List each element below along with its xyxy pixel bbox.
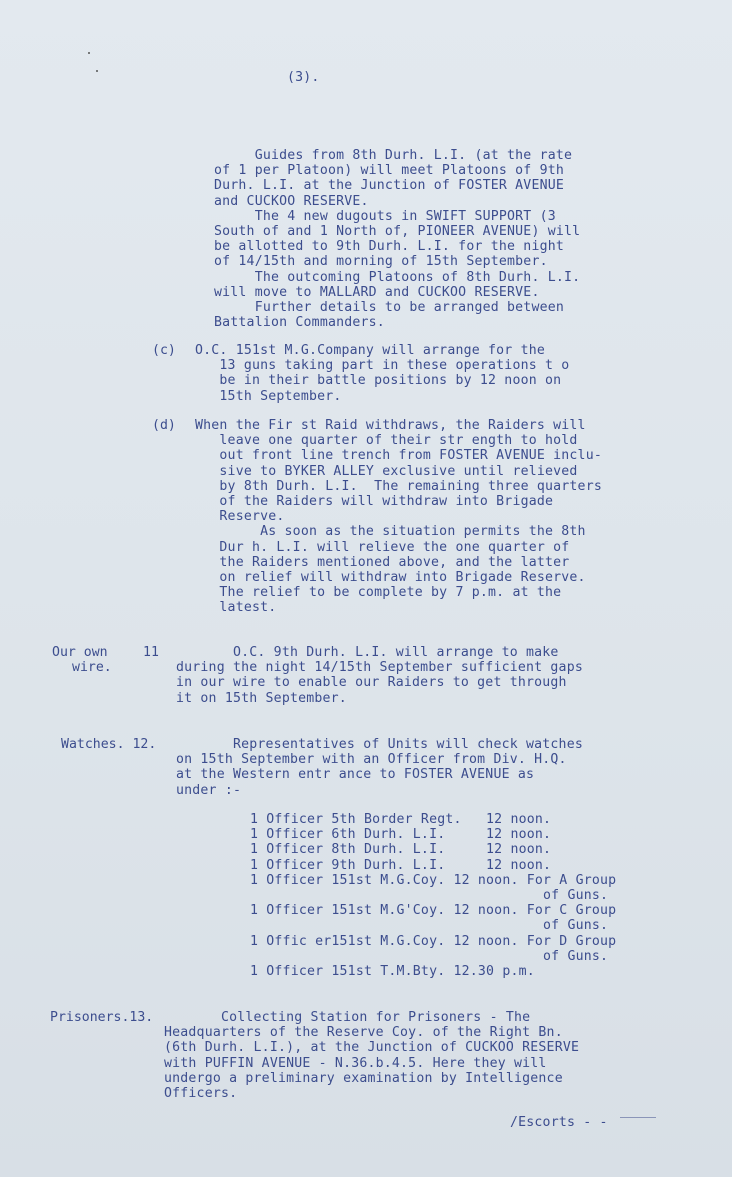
schedule-line: 1 Offic er151st M.G.Coy. 12 noon. For D Group	[250, 933, 617, 949]
text-line: be in their battle positions by 12 noon on	[195, 373, 562, 389]
schedule-line: of Guns.	[250, 918, 609, 934]
text-line: of 1 per Platoon) will meet Platoons of 9th	[214, 163, 565, 179]
schedule-line: of Guns.	[250, 948, 609, 964]
para-13-label: Prisoners.13.	[50, 1010, 154, 1025]
text-line: at the Western entr ance to FOSTER AVENUE as	[176, 767, 535, 783]
text-line: of the Raiders will withdraw into Brigade	[195, 494, 554, 510]
para-11-label-cont: wire.	[72, 660, 112, 675]
para-11-number: 11	[143, 645, 159, 660]
para-13-text	[164, 1010, 579, 1101]
text-line: the Raiders mentioned above, and the latter	[195, 554, 570, 570]
text-line: O.C. 9th Durh. L.I. will arrange to make	[176, 645, 559, 660]
page-number: (3).	[287, 70, 320, 85]
text-line: 15th September.	[195, 388, 342, 404]
section-continuation	[214, 148, 580, 330]
text-line: When the Fir st Raid withdraws, the Raiders will	[195, 418, 586, 433]
item-d-marker: (d)	[152, 418, 176, 433]
text-line: on relief will withdraw into Brigade Reserve.	[195, 570, 586, 586]
schedule-line: 1 Officer 151st M.G'Coy. 12 noon. For C Group	[250, 903, 617, 919]
text-line: The outcoming Platoons of 8th Durh. L.I.	[214, 269, 581, 285]
paper-speck	[96, 70, 98, 72]
text-line: Battalion Commanders.	[214, 315, 385, 331]
text-line: under :-	[176, 782, 242, 798]
text-line: in our wire to enable our Raiders to get through	[176, 675, 567, 691]
text-line: out front line trench from FOSTER AVENUE inclu-	[195, 448, 602, 464]
paper-speck	[88, 52, 90, 54]
text-line: Collecting Station for Prisoners - The	[164, 1010, 531, 1025]
para-11-label: Our own	[52, 645, 108, 660]
text-line: sive to BYKER ALLEY exclusive until relieved	[195, 463, 578, 479]
text-line: South of and 1 North of, PIONEER AVENUE) will	[214, 224, 581, 240]
para-11-text	[176, 645, 583, 706]
text-line: be allotted to 9th Durh. L.I. for the night	[214, 239, 565, 255]
schedule-line: 1 Officer 151st M.G.Coy. 12 noon. For A Group	[250, 872, 617, 888]
text-line: 13 guns taking part in these operations t o	[195, 358, 570, 374]
text-line: O.C. 151st M.G.Company will arrange for the	[195, 343, 546, 358]
text-line: Representatives of Units will check watches	[176, 737, 583, 752]
text-line: will move to MALLARD and CUCKOO RESERVE.	[214, 284, 540, 300]
text-line: and CUCKOO RESERVE.	[214, 193, 369, 209]
text-line: (6th Durh. L.I.), at the Junction of CUCKOO RESERVE	[164, 1040, 580, 1056]
text-line: Officers.	[164, 1086, 238, 1102]
watch-schedule	[250, 812, 616, 979]
schedule-line: 1 Officer 5th Border Regt. 12 noon.	[250, 812, 552, 827]
text-line: with PUFFIN AVENUE - N.36.b.4.5. Here they will	[164, 1055, 547, 1071]
text-line: Dur h. L.I. will relieve the one quarter of	[195, 539, 570, 555]
text-line: undergo a preliminary examination by Intelligence	[164, 1070, 563, 1086]
item-c-marker: (c)	[152, 343, 176, 358]
item-d-text	[195, 418, 602, 616]
schedule-line: of Guns.	[250, 888, 609, 904]
text-line: The relief to be complete by 7 p.m. at the	[195, 585, 562, 601]
text-line: of 14/15th and morning of 15th September.	[214, 254, 548, 270]
text-line: on 15th September with an Officer from Div. H.Q.	[176, 752, 567, 768]
catchword: /Escorts - -	[510, 1115, 608, 1130]
schedule-line: 1 Officer 6th Durh. L.I. 12 noon.	[250, 827, 552, 843]
text-line: Reserve.	[195, 509, 285, 525]
text-line: The 4 new dugouts in SWIFT SUPPORT (3	[214, 208, 556, 224]
catchword-rule	[620, 1117, 656, 1118]
text-line: Headquarters of the Reserve Coy. of the Right Bn.	[164, 1025, 563, 1041]
text-line: during the night 14/15th September sufficient gaps	[176, 660, 583, 676]
text-line: Guides from 8th Durh. L.I. (at the rate	[214, 148, 573, 163]
para-12-text	[176, 737, 583, 798]
text-line: Further details to be arranged between	[214, 300, 565, 316]
schedule-line: 1 Officer 9th Durh. L.I. 12 noon.	[250, 857, 552, 873]
text-line: As soon as the situation permits the 8th	[195, 524, 586, 540]
schedule-line: 1 Officer 8th Durh. L.I. 12 noon.	[250, 842, 552, 858]
text-line: it on 15th September.	[176, 690, 347, 706]
para-12-label: Watches. 12.	[61, 737, 157, 752]
text-line: leave one quarter of their str ength to hold	[195, 433, 578, 449]
item-c-text	[195, 343, 569, 404]
text-line: latest.	[195, 600, 277, 616]
text-line: by 8th Durh. L.I. The remaining three quarters	[195, 478, 602, 494]
schedule-line: 1 Officer 151st T.M.Bty. 12.30 p.m.	[250, 964, 535, 980]
text-line: Durh. L.I. at the Junction of FOSTER AVENUE	[214, 178, 565, 194]
